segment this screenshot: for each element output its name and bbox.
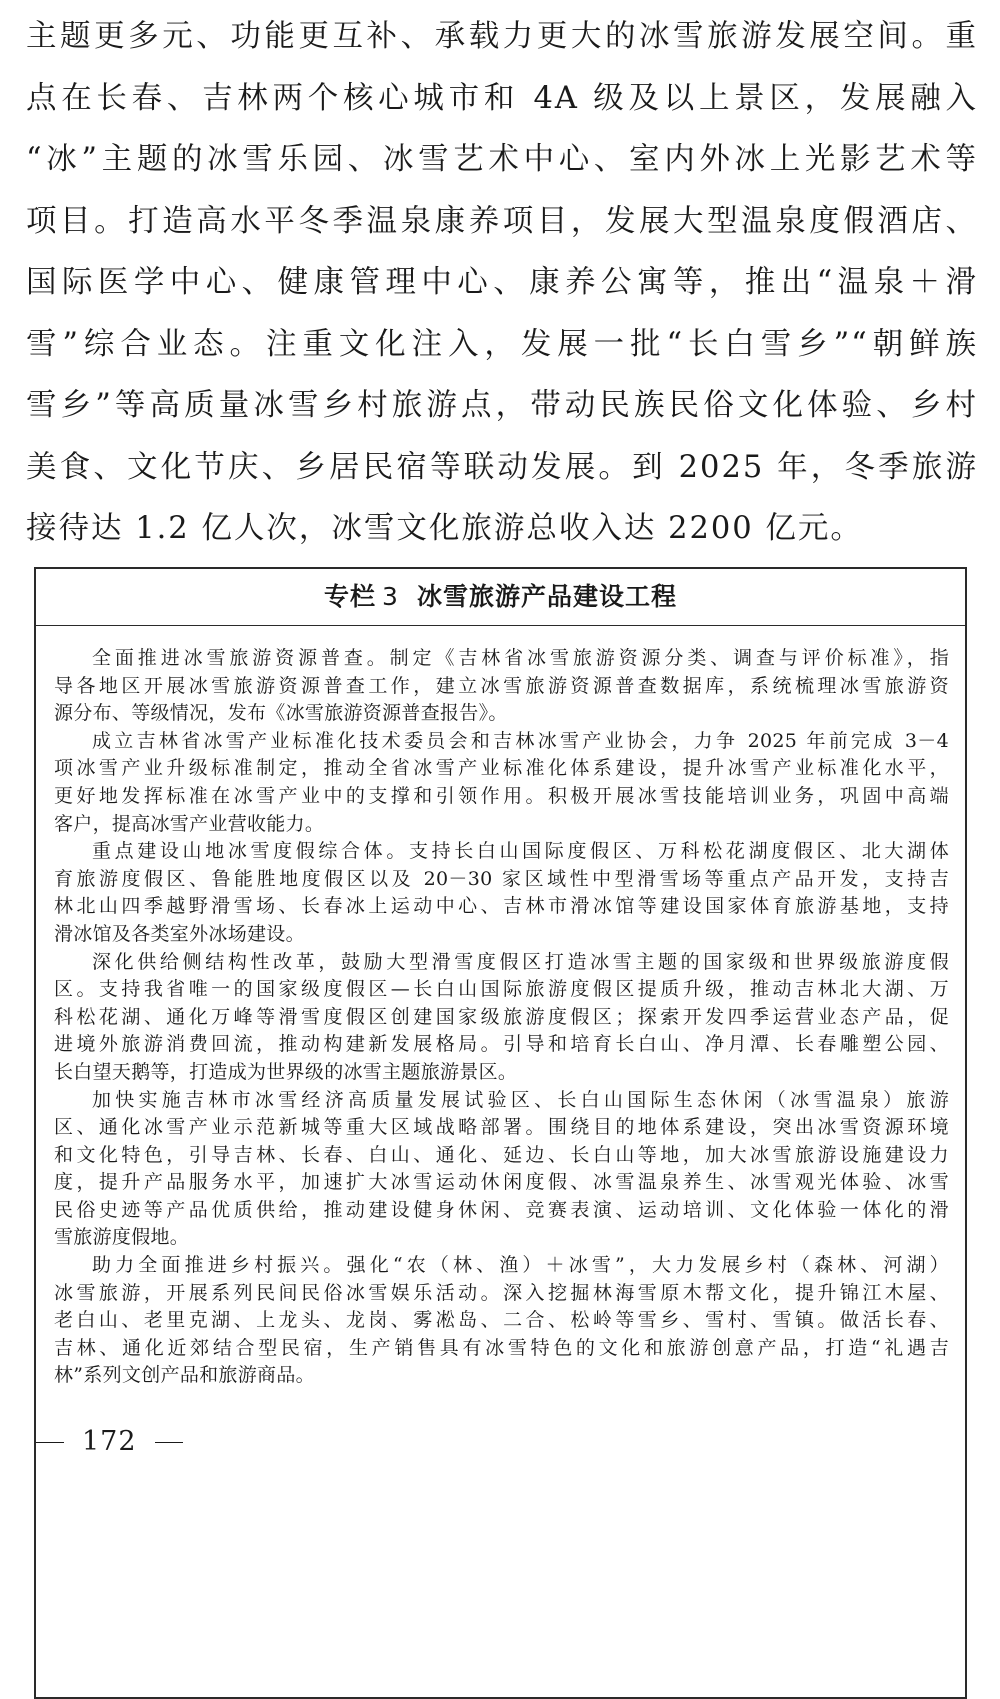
page-footer <box>36 1422 183 1462</box>
main-paragraph <box>26 6 978 560</box>
feature-box-line: 更好地发挥标准在冰雪产业中的支撑和引领作用。积极开展冰雪技能培训业务，巩固中高端 <box>54 784 949 807</box>
feature-box-line: 和文化特色，引导吉林、长春、白山、通化、延边、长白山等地，加大冰雪旅游设施建设力 <box>54 1143 949 1166</box>
main-paragraph-line: 美食、文化节庆、乡居民宿等联动发展。到 2025 年，冬季旅游 <box>26 449 978 485</box>
feature-box-line: 滑冰馆及各类室外冰场建设。 <box>54 922 305 945</box>
feature-box-line: 区。支持我省唯一的国家级度假区—长白山国际旅游度假区提质升级，推动吉林北大湖、万 <box>54 978 949 1001</box>
page-number: 172 <box>82 1426 137 1457</box>
main-paragraph-line: 国际医学中心、健康管理中心、康养公寓等，推出“温泉＋滑 <box>26 265 978 300</box>
feature-box-line: 助力全面推进乡村振兴。强化“农（林、渔）＋冰雪”，大力发展乡村（森林、河湖） <box>92 1254 949 1277</box>
feature-box-line: 项冰雪产业升级标准制定，推动全省冰雪产业标准化体系建设，提升冰雪产业标准化水平， <box>54 757 949 780</box>
feature-box-line: 进境外旅游消费回流，推动构建新发展格局。引导和培育长白山、净月潭、长春雕塑公园、 <box>54 1033 949 1056</box>
feature-box-line: 老白山、老里克湖、上龙头、龙岗、雾凇岛、二合、松岭等雪乡、雪村、雪镇。做活长春、 <box>54 1309 949 1332</box>
feature-box-body <box>36 626 965 1390</box>
feature-box-title-prefix: 专栏 <box>324 582 377 611</box>
feature-box-line: 冰雪旅游，开展系列民间民俗冰雪娱乐活动。深入挖掘林海雪原木帮文化，提升锦江木屋、 <box>54 1281 949 1304</box>
feature-box-line: 导各地区开展冰雪旅游资源普查工作，建立冰雪旅游资源普查数据库，系统梳理冰雪旅游资 <box>54 674 949 697</box>
main-paragraph-line: “冰”主题的冰雪乐园、冰雪艺术中心、室内外冰上光影艺术等 <box>26 142 978 177</box>
main-paragraph-line: 雪乡”等高质量冰雪乡村旅游点，带动民族民俗文化体验、乡村 <box>26 388 978 423</box>
footer-dash-left <box>36 1442 64 1443</box>
feature-box-line: 全面推进冰雪旅游资源普查。制定《吉林省冰雪旅游资源分类、调查与评价标准》，指 <box>92 647 949 669</box>
feature-box-line: 区、通化冰雪产业示范新城等重大区域战略部署。围绕目的地体系建设，突出冰雪资源环境 <box>54 1116 949 1139</box>
footer-dash-right <box>155 1442 183 1443</box>
feature-box-line: 科松花湖、通化万峰等滑雪度假区创建国家级旅游度假区；探索开发四季运营业态产品，促 <box>54 1005 949 1028</box>
feature-box-line: 源分布、等级情况，发布《冰雪旅游资源普查报告》。 <box>54 702 508 725</box>
main-paragraph-line: 雪”综合业态。注重文化注入，发展一批“长白雪乡”“朝鲜族 <box>26 326 978 362</box>
main-paragraph-line: 接待达 1.2 亿人次，冰雪文化旅游总收入达 2200 亿元。 <box>26 511 863 546</box>
feature-box-line: 客户，提高冰雪产业营收能力。 <box>54 812 325 835</box>
feature-box-title <box>36 569 965 626</box>
feature-box-line: 育旅游度假区、鲁能胜地度假区以及 20－30 家区域性中型滑雪场等重点产品开发，支持吉 <box>54 867 949 890</box>
feature-box-line: 成立吉林省冰雪产业标准化技术委员会和吉林冰雪产业协会，力争 2025 年前完成 3－4 <box>92 729 949 752</box>
feature-box-line: 重点建设山地冰雪度假综合体。支持长白山国际度假区、万科松花湖度假区、北大湖体 <box>92 840 949 863</box>
feature-box-line: 雪旅游度假地。 <box>54 1226 190 1249</box>
feature-box-line: 度，提升产品服务水平，加速扩大冰雪运动休闲度假、冰雪温泉养生、冰雪观光体验、冰雪 <box>54 1171 949 1194</box>
feature-box-title-text: 冰雪旅游产品建设工程 <box>416 582 677 611</box>
feature-box-line: 林”系列文创产品和旅游商品。 <box>54 1364 315 1387</box>
feature-box-line: 加快实施吉林市冰雪经济高质量发展试验区、长白山国际生态休闲（冰雪温泉）旅游 <box>92 1088 949 1111</box>
main-paragraph-line: 项目。打造高水平冬季温泉康养项目，发展大型温泉度假酒店、 <box>26 203 978 239</box>
main-paragraph-line: 主题更多元、功能更互补、承载力更大的冰雪旅游发展空间。重 <box>26 19 978 54</box>
feature-box-title-number: 3 <box>382 582 399 611</box>
feature-box-line: 深化供给侧结构性改革，鼓励大型滑雪度假区打造冰雪主题的国家级和世界级旅游度假 <box>92 950 949 973</box>
feature-box-line: 林北山四季越野滑雪场、长春冰上运动中心、吉林市滑冰馆等建设国家体育旅游基地，支持 <box>54 895 949 918</box>
feature-box-line: 民俗史迹等产品优质供给，推动建设健身休闲、竞赛表演、运动培训、文化体验一体化的滑 <box>54 1198 949 1221</box>
feature-box <box>34 567 967 1699</box>
feature-box-line: 长白望天鹅等，打造成为世界级的冰雪主题旅游景区。 <box>54 1060 518 1083</box>
feature-box-line: 吉林、通化近郊结合型民宿，生产销售具有冰雪特色的文化和旅游创意产品，打造“礼遇吉 <box>54 1336 949 1359</box>
main-paragraph-line: 点在长春、吉林两个核心城市和 4A 级及以上景区，发展融入 <box>26 80 978 116</box>
